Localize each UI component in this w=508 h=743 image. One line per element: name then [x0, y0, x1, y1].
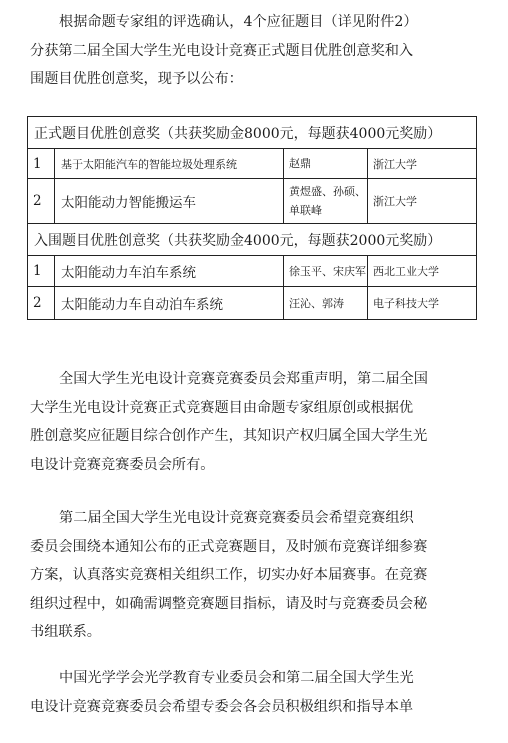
ip-statement-paragraph — [30, 365, 480, 479]
team-members: 徐玉平、宋庆军 — [284, 256, 368, 287]
team-members: 赵鼎 — [284, 149, 368, 179]
team-members: 汪沁、郭涛 — [284, 287, 368, 320]
para1-line-3: 胜创意奖应征题目综合创作产生，其知识产权归属全国大学生光 — [30, 428, 428, 444]
school-name: 西北工业大学 — [368, 256, 477, 287]
intro-line-2: 分获第二届全国大学生光电设计竞赛正式题目优胜创意奖和入 — [30, 42, 414, 59]
para1-line-1: 全国大学生光电设计竞赛竞赛委员会郑重声明，第二届全国 — [59, 371, 428, 387]
para2-line-1: 第二届全国大学生光电设计竞赛竞赛委员会希望竞赛组织 — [59, 510, 414, 526]
para3-line-2: 电设计竞赛竞赛委员会希望专委会各会员积极组织和指导本单 — [30, 698, 414, 715]
school-name: 电子科技大学 — [368, 287, 477, 320]
organization-paragraph — [30, 504, 480, 647]
project-name: 基于太阳能汽车的智能垃圾处理系统 — [55, 149, 284, 179]
para3-line-1: 中国光学学会光学教育专业委员会和第二届全国大学生光 — [59, 670, 414, 686]
table-row — [28, 287, 477, 320]
project-name: 太阳能动力车泊车系统 — [55, 256, 284, 287]
para1-line-2: 大学生光电设计竞赛正式竞赛题目由命题专家组原创或根据优 — [30, 399, 414, 416]
intro-paragraph — [30, 8, 480, 94]
table-row — [28, 179, 477, 224]
para2-line-5: 书组联系。 — [30, 624, 101, 640]
project-name: 太阳能动力智能搬运车 — [55, 179, 284, 224]
row-number: 2 — [28, 179, 55, 224]
finalist-award-header: 入围题目优胜创意奖（共获奖励金4000元，每题获2000元奖励） — [28, 224, 477, 256]
intro-line-1: 根据命题专家组的评选确认，4个应征题目（详见附件2） — [59, 14, 418, 30]
team-members: 黄煜盛、孙硕、单联峰 — [284, 179, 368, 224]
table-row — [28, 256, 477, 287]
committee-paragraph — [30, 664, 480, 721]
school-name: 浙江大学 — [368, 179, 477, 224]
project-name: 太阳能动力车自动泊车系统 — [55, 287, 284, 320]
row-number: 1 — [28, 149, 55, 179]
table-row — [28, 149, 477, 179]
row-number: 1 — [28, 256, 55, 287]
row-number: 2 — [28, 287, 55, 320]
para2-line-2: 委员会围绕本通知公布的正式竞赛题目，及时颁布竞赛详细参赛 — [30, 538, 428, 555]
formal-award-header: 正式题目优胜创意奖（共获奖励金8000元，每题获4000元奖励） — [28, 117, 477, 149]
school-name: 浙江大学 — [368, 149, 477, 179]
intro-line-3: 围题目优胜创意奖，现予以公布： — [30, 71, 243, 87]
awards-table — [27, 116, 477, 320]
para2-line-4: 组织过程中，如确需调整竞赛题目指标，请及时与竞赛委员会秘 — [30, 595, 428, 612]
para1-line-4: 电设计竞赛竞赛委员会所有。 — [30, 456, 215, 473]
para2-line-3: 方案，认真落实竞赛相关组织工作，切实办好本届赛事。在竞赛 — [30, 567, 428, 583]
